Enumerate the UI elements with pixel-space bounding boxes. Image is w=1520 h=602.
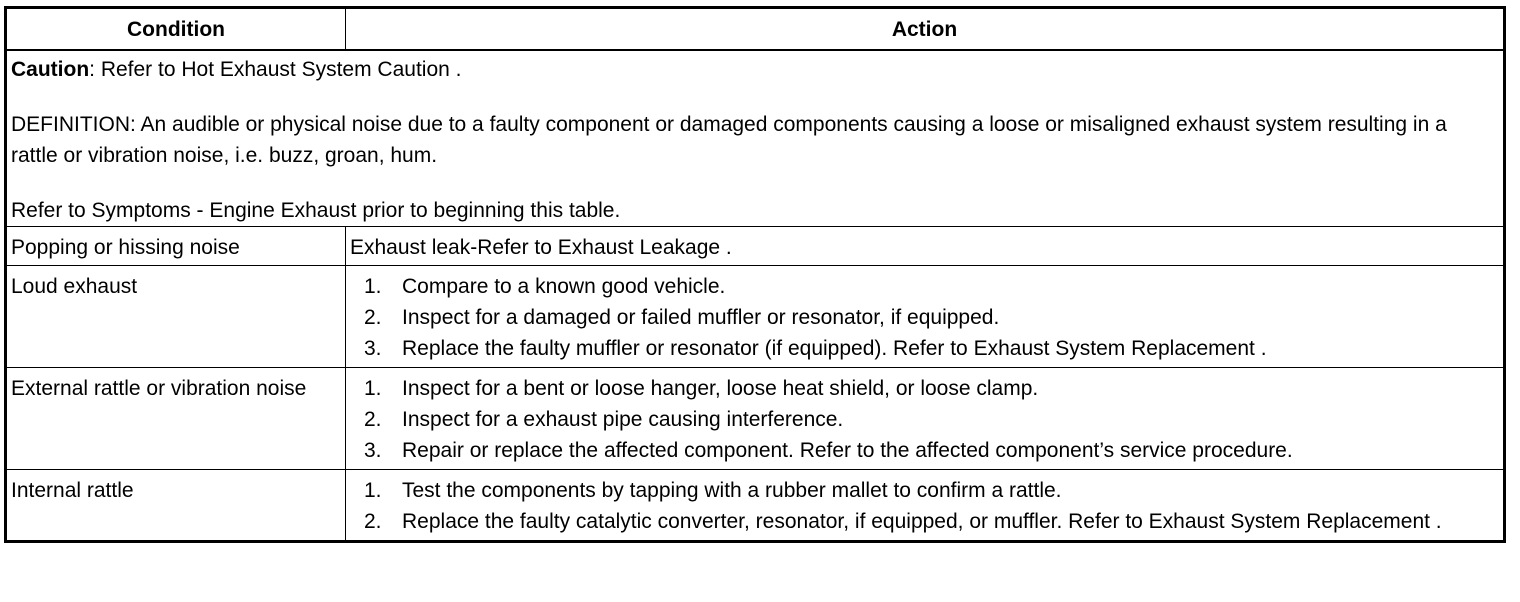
step-item — [350, 506, 1499, 537]
condition-cell: Popping or hissing noise — [6, 227, 346, 266]
step-number: 1. — [364, 275, 382, 298]
step-text: Inspect for a damaged or failed muffler or resonator, if equipped. — [402, 306, 1000, 329]
step-text: Inspect for a exhaust pipe causing interference. — [402, 408, 844, 431]
step-list — [350, 368, 1499, 469]
step-item — [350, 302, 1499, 333]
step-item — [350, 475, 1499, 506]
diagnostic-table-container — [4, 6, 1506, 543]
action-cell — [346, 266, 1505, 368]
symptoms-reference: Refer to Symptoms - Engine Exhaust prior to beginning this table. — [11, 199, 621, 222]
caution-line — [11, 54, 1499, 85]
step-item — [350, 271, 1499, 302]
step-number: 1. — [364, 479, 382, 502]
table-row — [6, 227, 1505, 266]
step-number: 3. — [364, 439, 382, 462]
action-cell — [346, 470, 1505, 542]
step-text: Inspect for a bent or loose hanger, loose heat shield, or loose clamp. — [402, 377, 1039, 400]
step-text: Replace the faulty muffler or resonator (if equipped). Refer to Exhaust System Replacement . — [402, 337, 1267, 360]
table-row — [6, 368, 1505, 470]
step-number: 1. — [364, 377, 382, 400]
condition-cell: Internal rattle — [6, 470, 346, 542]
table-row — [6, 266, 1505, 368]
notes-row — [6, 50, 1505, 227]
step-number: 3. — [364, 337, 382, 360]
step-item — [350, 373, 1499, 404]
action-cell: Exhaust leak-Refer to Exhaust Leakage . — [346, 227, 1505, 266]
step-item — [350, 404, 1499, 435]
step-number: 2. — [364, 510, 382, 533]
table-row — [6, 470, 1505, 542]
header-row — [6, 8, 1505, 51]
step-item — [350, 333, 1499, 364]
step-text: Replace the faulty catalytic converter, resonator, if equipped, or muffler. Refer to Exhaust System Replacement . — [402, 510, 1442, 533]
step-number: 2. — [364, 408, 382, 431]
step-number: 2. — [364, 306, 382, 329]
step-text: Repair or replace the affected component. Refer to the affected component’s service procedure. — [402, 439, 1293, 462]
diagnostic-table — [4, 6, 1506, 543]
step-text: Test the components by tapping with a rubber mallet to confirm a rattle. — [402, 479, 1062, 502]
header-action: Action — [346, 8, 1505, 51]
condition-cell: Loud exhaust — [6, 266, 346, 368]
caution-label: Caution — [11, 58, 90, 81]
step-text: Compare to a known good vehicle. — [402, 275, 726, 298]
step-list — [350, 470, 1499, 540]
notes-cell — [6, 50, 1505, 227]
definition-text: DEFINITION: An audible or physical noise due to a faulty component or damaged components causing a loose or misaligned exhaust system resulting in a rattle or vibration noise, i.e. buzz, groan, hum. — [11, 113, 1447, 167]
step-list — [350, 266, 1499, 367]
action-cell — [346, 368, 1505, 470]
header-condition: Condition — [6, 8, 346, 51]
caution-text: : Refer to Hot Exhaust System Caution . — [89, 58, 462, 81]
step-item — [350, 435, 1499, 466]
condition-cell: External rattle or vibration noise — [6, 368, 346, 470]
